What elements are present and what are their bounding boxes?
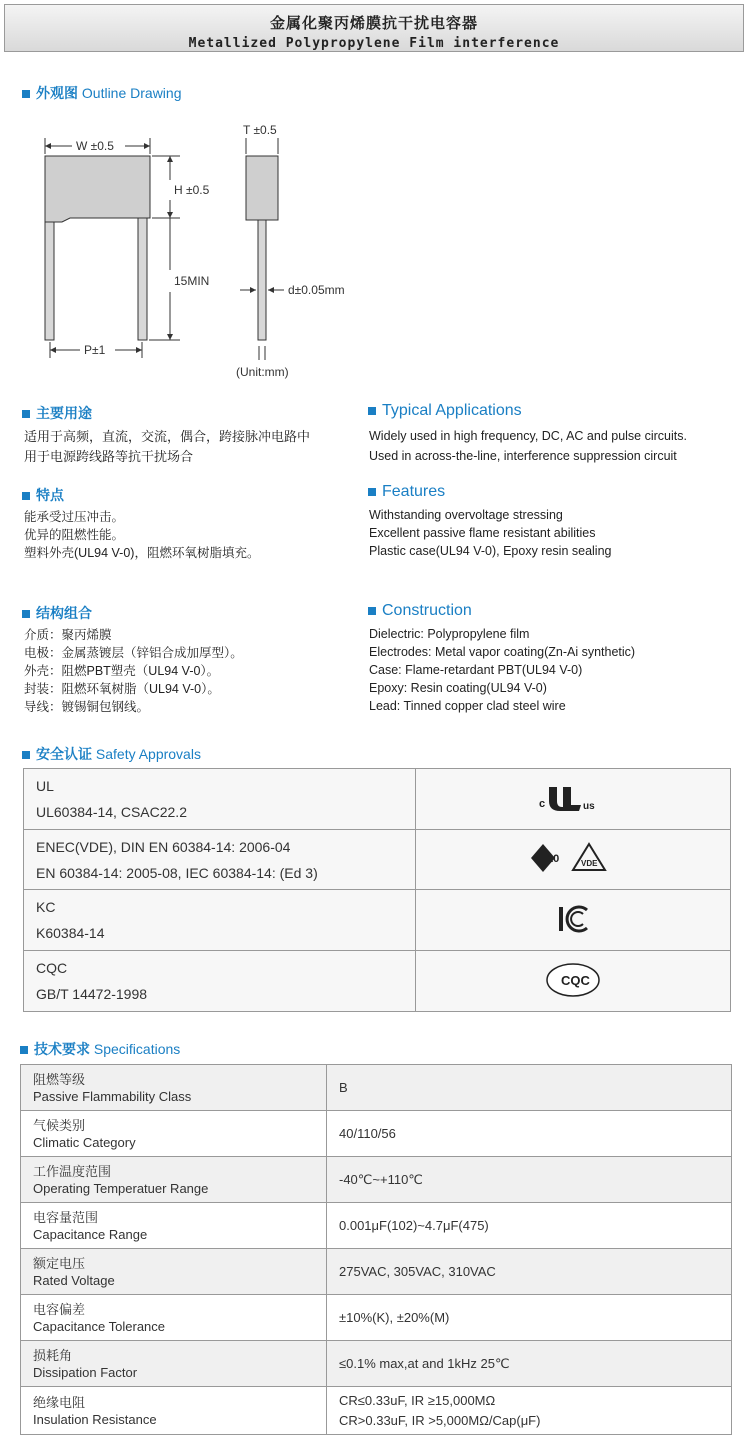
table-row: 阻燃等级 Passive Flammability Class B: [21, 1065, 732, 1111]
outline-heading: [22, 83, 182, 103]
applications-text-en: Widely used in high frequency, DC, AC and pulse circuits. Used in across-the-line, interference suppression circuit: [369, 429, 687, 463]
table-row: 损耗角 Dissipation Factor ≤0.1% max,at and 1kHz 25℃: [21, 1341, 732, 1387]
lead-side: [258, 220, 266, 340]
square-bullet-icon: [22, 90, 30, 98]
table-row: [24, 890, 731, 951]
square-bullet-icon: [22, 610, 30, 618]
table-row: [24, 951, 731, 1012]
ul-mark-icon: [533, 781, 613, 815]
kc-mark-icon: [553, 902, 593, 936]
outline-title-en: Outline Drawing: [81, 85, 182, 101]
table-row: [24, 769, 731, 830]
table-row: 绝缘电阻 Insulation Resistance CR≤0.33uF, IR ≥15,000MΩ CR>0.33uF, IR >5,000MΩ/Cap(μF): [21, 1387, 732, 1435]
dim-p: P±1: [84, 343, 106, 357]
title-en: Metallized Polypropylene Film interference: [188, 36, 560, 51]
page-header: [4, 4, 744, 52]
table-row: [24, 830, 731, 890]
construction-text-en: Dielectric: Polypropylene film Electrodes: Metal vapor coating(Zn-Ai synthetic) Case: Flame-retardant PBT(UL94 V-0) Epoxy: Resin coating(UL94 V-0) Lead: Tinned copper clad steel wire: [369, 627, 636, 713]
approval-cell: ENEC(VDE), DIN EN 60384-14: 2006-04 EN 60384-14: 2005-08, IEC 60384-14: (Ed 3): [24, 830, 416, 890]
lead-left: [45, 222, 54, 340]
svg-text:VDE: VDE: [581, 859, 598, 868]
dim-t: T ±0.5: [243, 123, 277, 137]
dim-d: d±0.05mm: [288, 283, 345, 297]
square-bullet-icon: [22, 751, 30, 759]
svg-text:CQC: CQC: [561, 972, 590, 988]
unit-label: (Unit:mm): [236, 365, 289, 379]
applications-heading-en: Typical Applications: [368, 402, 522, 420]
table-row: 工作温度范围 Operating Temperatuer Range -40℃~+110℃: [21, 1157, 732, 1203]
capacitor-body-side: [246, 156, 278, 220]
approvals-table: [23, 768, 731, 1012]
dim-15min: 15MIN: [174, 274, 210, 288]
square-bullet-icon: [368, 407, 376, 415]
table-row: 电容偏差 Capacitance Tolerance ±10%(K), ±20%(M): [21, 1295, 732, 1341]
svg-text:10: 10: [547, 853, 560, 865]
capacitor-body-front: [45, 156, 150, 222]
title-cn: 金属化聚丙烯膜抗干扰电容器: [269, 15, 478, 32]
outline-drawing: [0, 110, 400, 385]
square-bullet-icon: [20, 1046, 28, 1054]
features-heading-en: Features: [368, 483, 445, 501]
applications-heading-cn: 主要用途: [22, 403, 92, 423]
specs-table: [20, 1064, 732, 1435]
table-row: 额定电压 Rated Voltage 275VAC, 305VAC, 310VAC: [21, 1249, 732, 1295]
square-bullet-icon: [368, 488, 376, 496]
dim-w: W ±0.5: [76, 139, 114, 153]
square-bullet-icon: [22, 492, 30, 500]
construction-text-cn: 介质：聚丙烯膜 电极：金属蒸镀层（锌铝合成加厚型）。 外壳：阻燃PBT塑壳（UL94 V-0）。 封装：阻燃环氧树脂（UL94 V-0）。 导线：镀锡铜包钢线。: [24, 628, 243, 714]
approval-cell: CQC GB/T 14472-1998: [24, 951, 416, 1012]
approval-cell: KC K60384-14: [24, 890, 416, 951]
cqc-mark-icon: [543, 960, 603, 1000]
table-row: 电容量范围 Capacitance Range 0.001μF(102)~4.7μF(475): [21, 1203, 732, 1249]
construction-heading-cn: 结构组合: [22, 603, 92, 623]
enec-vde-mark-icon: [523, 840, 623, 876]
table-row: 气候类别 Climatic Category 40/110/56: [21, 1111, 732, 1157]
square-bullet-icon: [22, 410, 30, 418]
construction-heading-en: Construction: [368, 602, 472, 620]
svg-text:us: us: [583, 800, 595, 812]
features-text-en: Withstanding overvoltage stressing Excellent passive flame resistant abilities Plastic case(UL94 V-0), Epoxy resin sealing: [369, 508, 612, 558]
dim-h: H ±0.5: [174, 183, 210, 197]
square-bullet-icon: [368, 607, 376, 615]
features-text-cn: 能承受过压冲击。 优异的阻燃性能。 塑料外壳(UL94 V-0)，阻燃环氧树脂填充。: [24, 510, 260, 560]
features-heading-cn: 特点: [22, 485, 64, 505]
applications-text-cn: 适用于高频，直流，交流，偶合，跨接脉冲电路中 用于电源跨线路等抗干扰场合: [24, 429, 311, 464]
approvals-heading: 安全认证 Safety Approvals: [22, 744, 201, 764]
svg-text:c: c: [539, 797, 546, 810]
specs-heading: 技术要求 Specifications: [20, 1039, 180, 1059]
approval-cell: UL UL60384-14, CSAC22.2: [24, 769, 416, 830]
lead-right: [138, 218, 147, 340]
outline-title-cn: 外观图: [36, 85, 78, 101]
